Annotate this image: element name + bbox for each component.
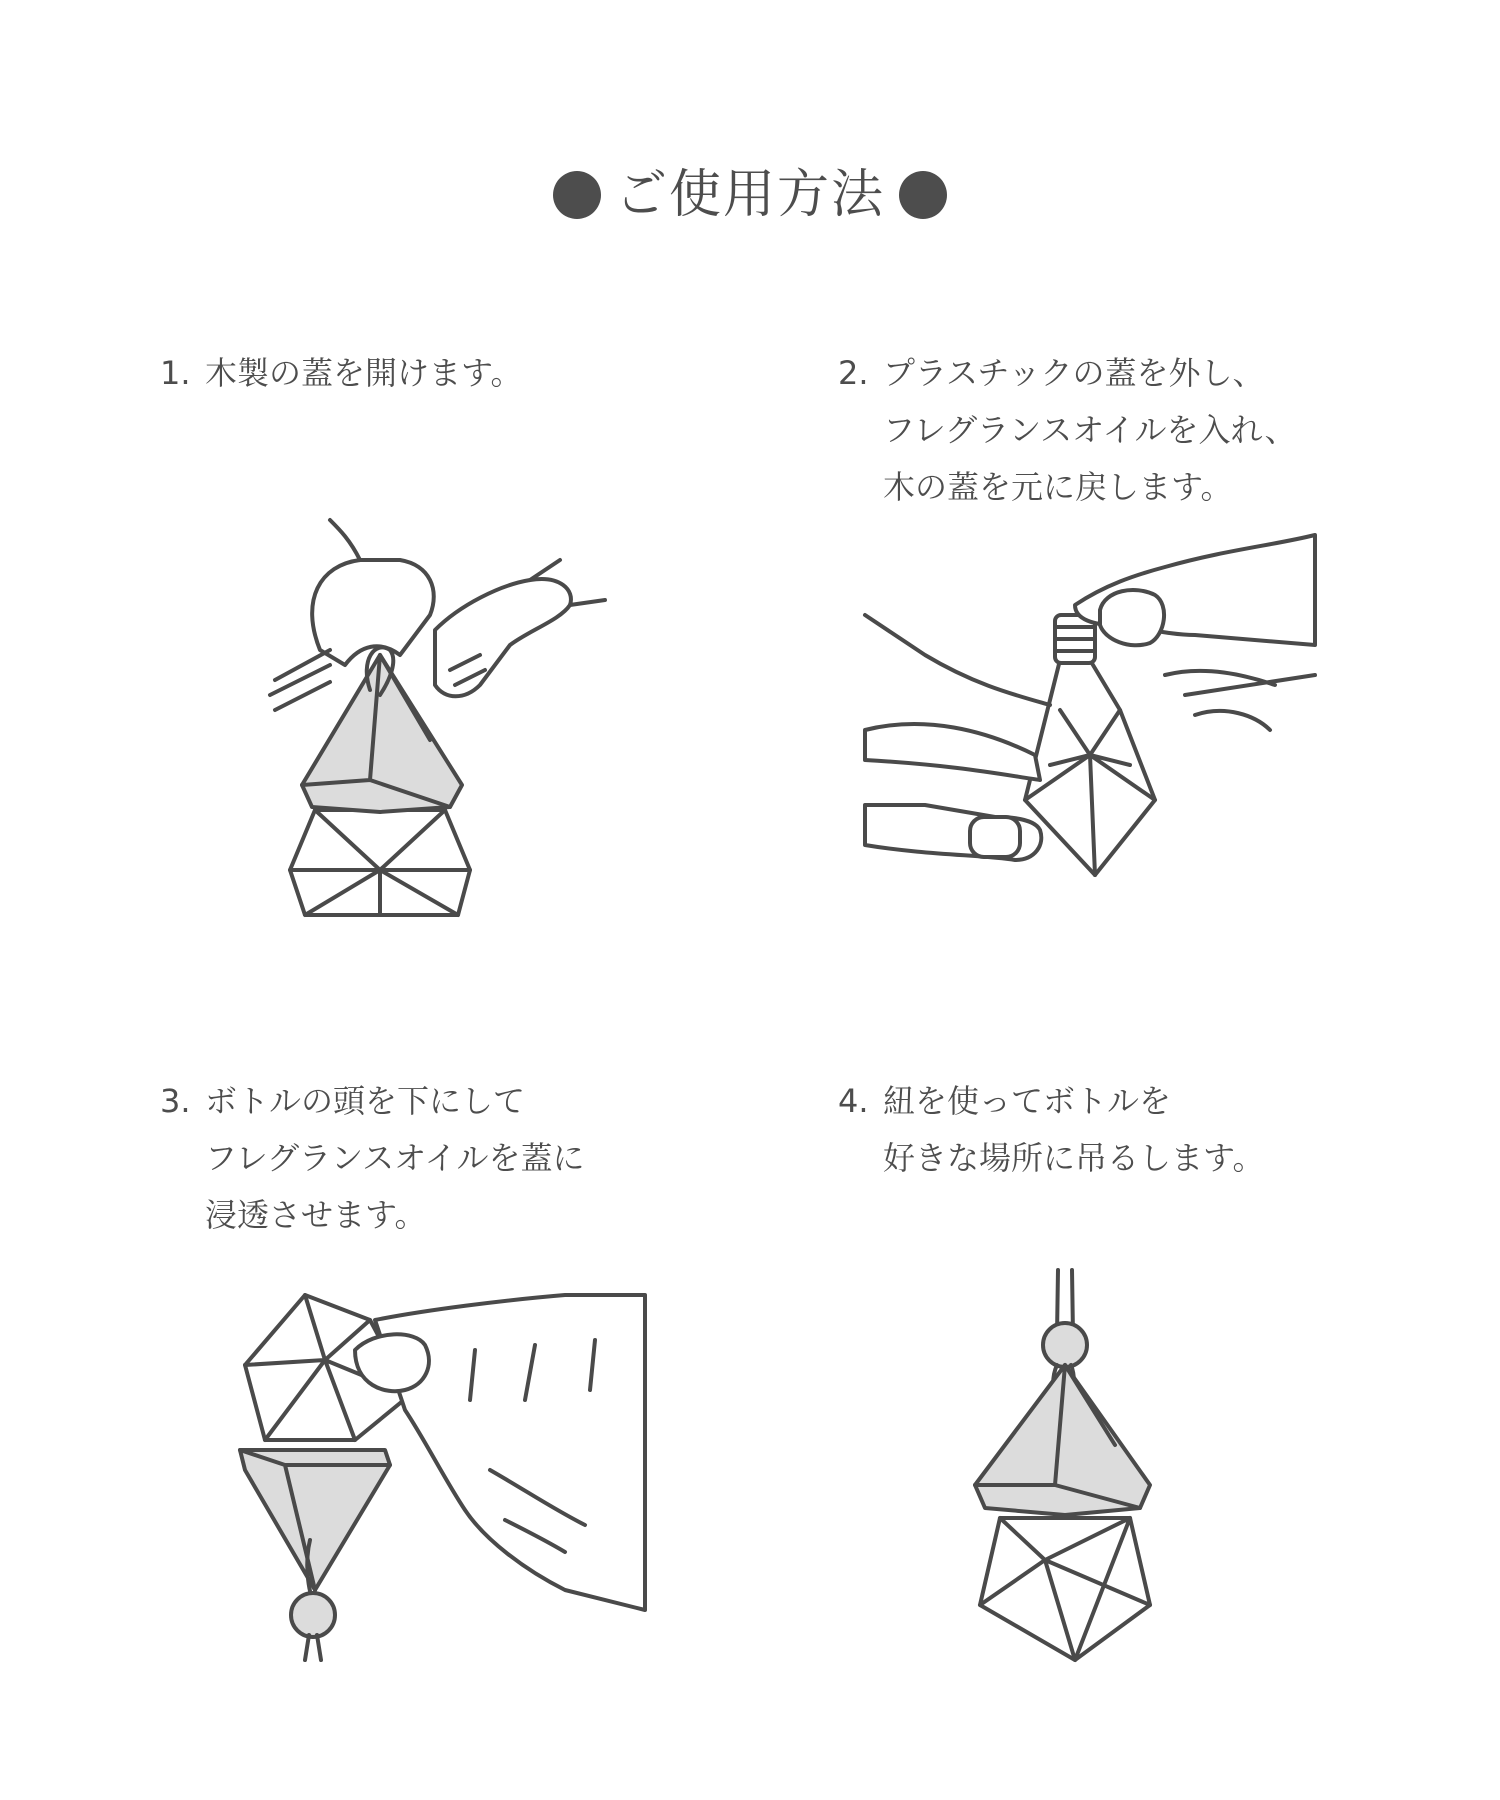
step-number: 1. [160,354,191,392]
step-line: 浸透させます。 [205,1196,427,1234]
step-2 [838,345,1296,516]
hanging-bottle-illustration [965,1270,1165,1670]
step-line: 好きな場所に吊るします。 [883,1139,1265,1177]
page-title [0,165,1500,225]
hand-invert-bottle-illustration [225,1290,645,1660]
step-number: 2. [838,354,869,392]
step-number: 3. [160,1082,191,1120]
step-number: 4. [838,1082,869,1120]
hand-open-lid-illustration [230,560,610,920]
step-1 [160,345,522,402]
bullet-dot-right-icon [899,171,947,219]
step-line: ボトルの頭を下にして [205,1082,526,1120]
step-line: 紐を使ってボトルを [883,1082,1172,1120]
step-line: フレグランスオイルを入れ、 [883,411,1297,449]
step-4 [838,1073,1264,1187]
bullet-dot-left-icon [553,171,601,219]
step-line: フレグランスオイルを蓋に [205,1139,585,1177]
step-3 [160,1073,585,1244]
step-line: 木製の蓋を開けます。 [205,354,523,392]
hand-refill-oil-illustration [865,555,1325,895]
step-line: 木の蓋を元に戻します。 [883,468,1233,506]
step-line: プラスチックの蓋を外し、 [883,354,1265,392]
heading-text: ご使用方法 [614,165,885,225]
